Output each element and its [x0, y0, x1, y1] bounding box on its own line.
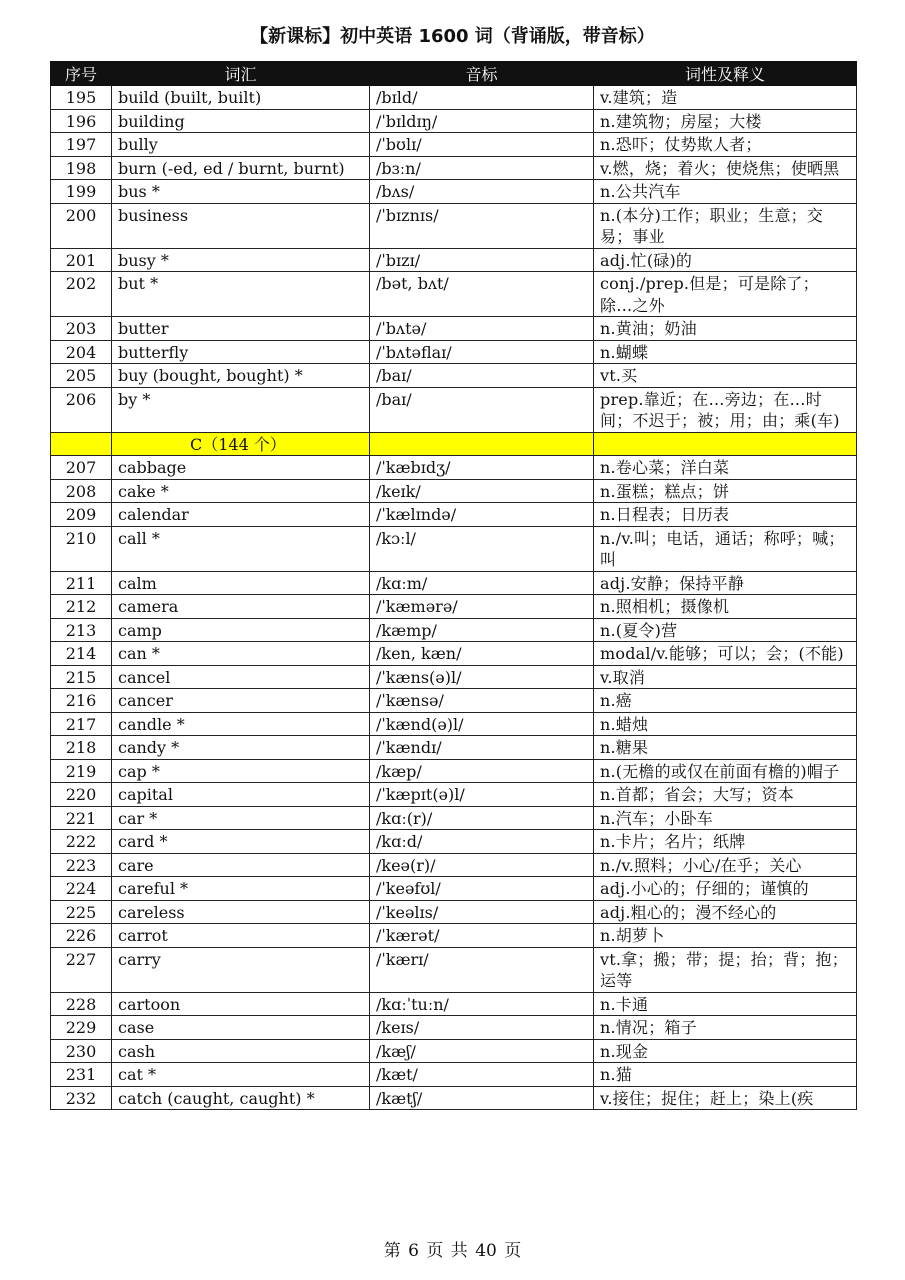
entry-word: catch (caught, caught) * — [112, 1086, 370, 1110]
entry-phonetic: /ˈkændɪ/ — [370, 736, 594, 760]
entry-definition: conj./prep.但是；可是除了；除…之外 — [594, 272, 857, 317]
table-row — [51, 853, 857, 877]
entry-phonetic — [370, 432, 594, 456]
entry-definition: n.日程表；日历表 — [594, 503, 857, 527]
entry-definition: n.首都；省会；大写；资本 — [594, 783, 857, 807]
entry-phonetic: /kæmp/ — [370, 618, 594, 642]
entry-phonetic: /baɪ/ — [370, 364, 594, 388]
entry-number: 196 — [51, 109, 112, 133]
entry-definition: n.建筑物；房屋；大楼 — [594, 109, 857, 133]
entry-number: 223 — [51, 853, 112, 877]
entry-definition: v.建筑；造 — [594, 86, 857, 110]
entry-number: 214 — [51, 642, 112, 666]
entry-definition: modal/v.能够；可以；会；(不能) — [594, 642, 857, 666]
entry-phonetic: /ˈbɪzɪ/ — [370, 248, 594, 272]
entry-word: camp — [112, 618, 370, 642]
table-row — [51, 759, 857, 783]
entry-definition: n.蛋糕；糕点；饼 — [594, 479, 857, 503]
entry-number: 229 — [51, 1016, 112, 1040]
entry-number: 228 — [51, 992, 112, 1016]
table-row — [51, 992, 857, 1016]
table-row — [51, 364, 857, 388]
entry-definition: n.蝴蝶 — [594, 340, 857, 364]
entry-word: calm — [112, 571, 370, 595]
entry-word: care — [112, 853, 370, 877]
entry-word: careless — [112, 900, 370, 924]
entry-word: careful * — [112, 877, 370, 901]
column-header-phonetic: 音标 — [370, 62, 594, 86]
entry-number — [51, 432, 112, 456]
table-row — [51, 340, 857, 364]
entry-phonetic: /kætʃ/ — [370, 1086, 594, 1110]
entry-number: 198 — [51, 156, 112, 180]
entry-number: 225 — [51, 900, 112, 924]
table-row — [51, 86, 857, 110]
entry-number: 230 — [51, 1039, 112, 1063]
entry-word: carry — [112, 947, 370, 992]
entry-definition: n.黄油；奶油 — [594, 317, 857, 341]
entry-number: 217 — [51, 712, 112, 736]
table-row — [51, 618, 857, 642]
entry-number: 212 — [51, 595, 112, 619]
entry-number: 224 — [51, 877, 112, 901]
table-row — [51, 456, 857, 480]
entry-phonetic: /ˈkærət/ — [370, 924, 594, 948]
table-row — [51, 156, 857, 180]
entry-word: build (built, built) — [112, 86, 370, 110]
entry-phonetic: /ˈbɪznɪs/ — [370, 203, 594, 248]
entry-number: 219 — [51, 759, 112, 783]
entry-definition: n.癌 — [594, 689, 857, 713]
table-row — [51, 571, 857, 595]
entry-word: carrot — [112, 924, 370, 948]
table-row — [51, 830, 857, 854]
entry-phonetic: /keɪs/ — [370, 1016, 594, 1040]
entry-phonetic: /kæʃ/ — [370, 1039, 594, 1063]
entry-number: 221 — [51, 806, 112, 830]
entry-definition: n.公共汽车 — [594, 180, 857, 204]
entry-phonetic: /bɪld/ — [370, 86, 594, 110]
entry-phonetic: /bɜːn/ — [370, 156, 594, 180]
entry-definition: n.恐吓；仗势欺人者； — [594, 133, 857, 157]
table-row — [51, 109, 857, 133]
entry-definition: n.卡通 — [594, 992, 857, 1016]
entry-number: 195 — [51, 86, 112, 110]
entry-phonetic: /kæt/ — [370, 1063, 594, 1087]
entry-phonetic: /ˈkeəfʊl/ — [370, 877, 594, 901]
entry-definition: n.汽车；小卧车 — [594, 806, 857, 830]
entry-word: calendar — [112, 503, 370, 527]
entry-phonetic: /ˈkærɪ/ — [370, 947, 594, 992]
entry-word: butter — [112, 317, 370, 341]
entry-number: 213 — [51, 618, 112, 642]
entry-definition: n.(夏令)营 — [594, 618, 857, 642]
entry-phonetic: /bət, bʌt/ — [370, 272, 594, 317]
table-row — [51, 783, 857, 807]
entry-number: 207 — [51, 456, 112, 480]
table-row — [51, 133, 857, 157]
entry-number: 202 — [51, 272, 112, 317]
entry-phonetic: /kɔːl/ — [370, 526, 594, 571]
entry-number: 206 — [51, 387, 112, 432]
entry-phonetic: /ˈbɪldɪŋ/ — [370, 109, 594, 133]
entry-number: 215 — [51, 665, 112, 689]
table-row — [51, 595, 857, 619]
entry-word: business — [112, 203, 370, 248]
entry-definition: n.(本分)工作；职业；生意；交易；事业 — [594, 203, 857, 248]
entry-word: cake * — [112, 479, 370, 503]
entry-number: 232 — [51, 1086, 112, 1110]
entry-number: 231 — [51, 1063, 112, 1087]
entry-definition: n.照相机；摄像机 — [594, 595, 857, 619]
entry-word: car * — [112, 806, 370, 830]
section-header-row — [51, 432, 857, 456]
table-row — [51, 317, 857, 341]
entry-number: 200 — [51, 203, 112, 248]
table-row — [51, 1016, 857, 1040]
entry-word: bus * — [112, 180, 370, 204]
entry-word: busy * — [112, 248, 370, 272]
entry-number: 216 — [51, 689, 112, 713]
table-row — [51, 712, 857, 736]
column-header-word: 词汇 — [112, 62, 370, 86]
entry-number: 197 — [51, 133, 112, 157]
entry-phonetic: /keɪk/ — [370, 479, 594, 503]
entry-word: cash — [112, 1039, 370, 1063]
table-row — [51, 665, 857, 689]
entry-word: case — [112, 1016, 370, 1040]
table-row — [51, 806, 857, 830]
entry-definition: v.燃，烧；着火；使烧焦；使晒黑 — [594, 156, 857, 180]
entry-phonetic: /ˈkælɪndə/ — [370, 503, 594, 527]
entry-word: buy (bought, bought) * — [112, 364, 370, 388]
table-row — [51, 689, 857, 713]
entry-word: cartoon — [112, 992, 370, 1016]
entry-word: building — [112, 109, 370, 133]
entry-phonetic: /baɪ/ — [370, 387, 594, 432]
entry-word: call * — [112, 526, 370, 571]
entry-definition: n.卡片；名片；纸牌 — [594, 830, 857, 854]
entry-definition: n./v.照料；小心/在乎；关心 — [594, 853, 857, 877]
entry-definition: n.(无檐的或仅在前面有檐的)帽子 — [594, 759, 857, 783]
entry-definition: vt.买 — [594, 364, 857, 388]
table-row — [51, 272, 857, 317]
entry-definition: n.猫 — [594, 1063, 857, 1087]
table-row — [51, 503, 857, 527]
table-row — [51, 947, 857, 992]
entry-phonetic: /ˈbʌtə/ — [370, 317, 594, 341]
entry-word: by * — [112, 387, 370, 432]
entry-definition: n.糖果 — [594, 736, 857, 760]
entry-definition: n.现金 — [594, 1039, 857, 1063]
entry-phonetic: /ˈkænd(ə)l/ — [370, 712, 594, 736]
entry-phonetic: /ˈkæmərə/ — [370, 595, 594, 619]
entry-word: cancel — [112, 665, 370, 689]
entry-definition: adj.小心的；仔细的；谨慎的 — [594, 877, 857, 901]
entry-number: 220 — [51, 783, 112, 807]
entry-number: 201 — [51, 248, 112, 272]
entry-phonetic: /ˈbʊlɪ/ — [370, 133, 594, 157]
entry-definition: n.蜡烛 — [594, 712, 857, 736]
entry-phonetic: /kɑːˈtuːn/ — [370, 992, 594, 1016]
entry-phonetic: /kɑːm/ — [370, 571, 594, 595]
entry-definition: adj.安静；保持平静 — [594, 571, 857, 595]
table-row — [51, 526, 857, 571]
entry-number: 208 — [51, 479, 112, 503]
entry-definition: v.取消 — [594, 665, 857, 689]
entry-word: capital — [112, 783, 370, 807]
entry-number: 210 — [51, 526, 112, 571]
table-row — [51, 736, 857, 760]
table-row — [51, 877, 857, 901]
table-row — [51, 479, 857, 503]
entry-phonetic: /ˈbʌtəflaɪ/ — [370, 340, 594, 364]
entry-definition: v.接住；捉住；赶上；染上(疾 — [594, 1086, 857, 1110]
table-row — [51, 1039, 857, 1063]
column-header-definition: 词性及释义 — [594, 62, 857, 86]
entry-word: card * — [112, 830, 370, 854]
entry-number: 199 — [51, 180, 112, 204]
entry-definition: prep.靠近；在…旁边；在…时间；不迟于；被；用；由；乘(车) — [594, 387, 857, 432]
entry-number: 218 — [51, 736, 112, 760]
table-row — [51, 387, 857, 432]
entry-definition: n.卷心菜；洋白菜 — [594, 456, 857, 480]
entry-number: 203 — [51, 317, 112, 341]
entry-phonetic: /ken, kæn/ — [370, 642, 594, 666]
table-row — [51, 900, 857, 924]
entry-phonetic: /kæp/ — [370, 759, 594, 783]
entry-phonetic: /bʌs/ — [370, 180, 594, 204]
table-row — [51, 248, 857, 272]
table-row — [51, 1063, 857, 1087]
entry-phonetic: /kɑːd/ — [370, 830, 594, 854]
table-row — [51, 642, 857, 666]
table-row — [51, 180, 857, 204]
entry-number: 222 — [51, 830, 112, 854]
entry-phonetic: /ˈkæns(ə)l/ — [370, 665, 594, 689]
entry-number: 205 — [51, 364, 112, 388]
entry-definition: n./v.叫；电话，通话；称呼；喊；叫 — [594, 526, 857, 571]
section-label: C（144 个） — [112, 432, 370, 456]
entry-definition: vt.拿；搬；带；提；抬；背；抱；运等 — [594, 947, 857, 992]
entry-word: but * — [112, 272, 370, 317]
entry-phonetic: /keə(r)/ — [370, 853, 594, 877]
entry-number: 226 — [51, 924, 112, 948]
entry-word: burn (-ed, ed / burnt, burnt) — [112, 156, 370, 180]
table-row — [51, 1086, 857, 1110]
entry-phonetic: /ˈkeəlɪs/ — [370, 900, 594, 924]
entry-word: can * — [112, 642, 370, 666]
entry-word: bully — [112, 133, 370, 157]
page-number-footer: 第 6 页 共 40 页 — [383, 1241, 522, 1261]
vocabulary-table — [50, 61, 857, 1110]
entry-number: 204 — [51, 340, 112, 364]
entry-word: camera — [112, 595, 370, 619]
entry-number: 227 — [51, 947, 112, 992]
entry-definition: adj.忙(碌)的 — [594, 248, 857, 272]
entry-word: cabbage — [112, 456, 370, 480]
entry-phonetic: /ˈkæbɪdʒ/ — [370, 456, 594, 480]
entry-phonetic: /ˈkæpɪt(ə)l/ — [370, 783, 594, 807]
entry-word: cat * — [112, 1063, 370, 1087]
table-row — [51, 203, 857, 248]
table-row — [51, 924, 857, 948]
entry-definition: n.胡萝卜 — [594, 924, 857, 948]
entry-number: 209 — [51, 503, 112, 527]
entry-phonetic: /kɑː(r)/ — [370, 806, 594, 830]
entry-phonetic: /ˈkænsə/ — [370, 689, 594, 713]
entry-word: cap * — [112, 759, 370, 783]
entry-definition: adj.粗心的；漫不经心的 — [594, 900, 857, 924]
entry-word: cancer — [112, 689, 370, 713]
entry-definition — [594, 432, 857, 456]
entry-definition: n.情况；箱子 — [594, 1016, 857, 1040]
table-body — [51, 86, 857, 1110]
column-header-number: 序号 — [51, 62, 112, 86]
entry-word: candle * — [112, 712, 370, 736]
page-title: 【新课标】初中英语 1600 词（背诵版，带音标） — [250, 26, 655, 47]
entry-word: butterfly — [112, 340, 370, 364]
entry-number: 211 — [51, 571, 112, 595]
entry-word: candy * — [112, 736, 370, 760]
table-header — [51, 62, 857, 86]
